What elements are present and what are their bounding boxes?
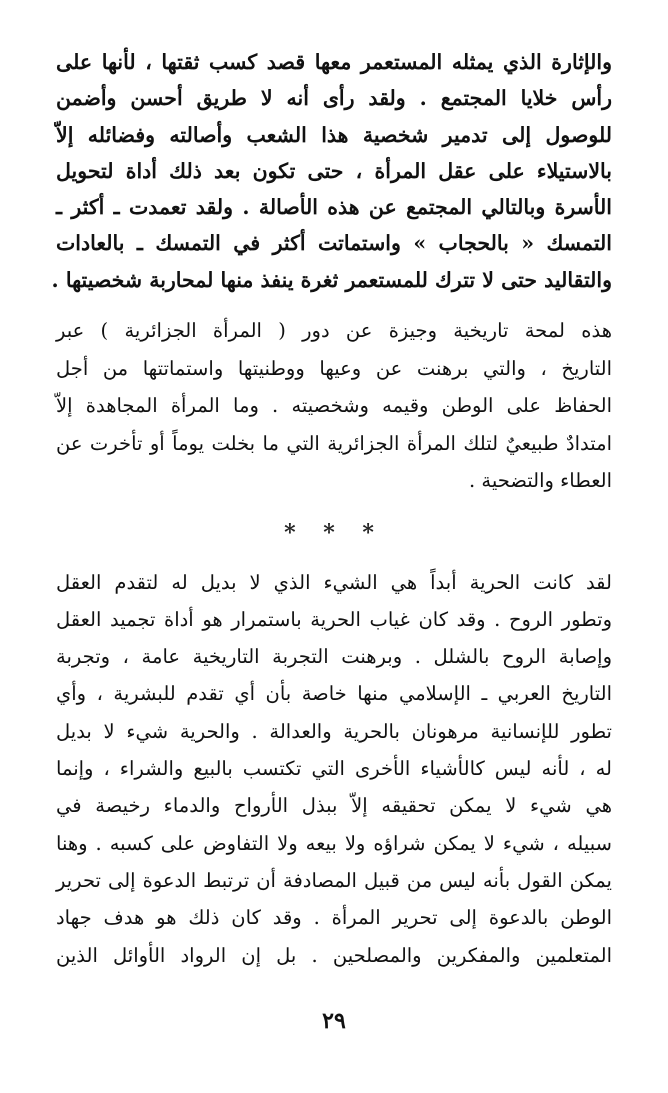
page-body (51, 44, 612, 974)
paragraph-bold (51, 44, 612, 298)
text-line: المتعلمين والمفكرين والمصلحين . بل إن الرواد الأوائل الذين (56, 943, 612, 967)
text-line: والتقاليد حتى لا تترك للمستعمر ثغرة ينفذ منها لمحاربة شخصيتها . (51, 267, 612, 292)
page-number: ٢٩ (322, 1008, 346, 1034)
text-line: بالاستيلاء على عقل المرأة ، حتى تكون بعد ذلك أداة لتحويل (56, 158, 612, 183)
text-line: الحفاظ على الوطن وقيمه وشخصيته . وما المرأة المجاهدة إلاّ (56, 394, 612, 418)
text-line: هي شيء لا يمكن تحقيقه إلاّ ببذل الأرواح والدماء رخيصة في (56, 794, 612, 818)
text-line: وإصابة الروح بالشلل . وبرهنت التجربة التاريخية عامة ، وتجربة (56, 645, 612, 669)
text-line: الأسرة وبالتالي المجتمع عن هذه الأصالة . ولقد تعمدت ـ أكثر ـ (56, 195, 612, 220)
text-line: والإثارة الذي يمثله المستعمر معها قصد كسب ثقتها ، لأنها على (56, 50, 612, 74)
text-line: رأس خلايا المجتمع . ولقد رأى أنه لا طريق أحسن وأضمن (56, 86, 612, 111)
text-line: لقد كانت الحرية أبداً هي الشيء الذي لا بديل له لتقدم العقل (56, 570, 612, 594)
text-line: تطور للإنسانية مرهونان بالحرية والعدالة . والحرية شيء لا بديل (56, 719, 612, 743)
section-separator: * * * (284, 519, 384, 546)
text-line: التاريخ ، والتي برهنت عن وعيها ووطنيتها واستماتتها من أجل (56, 356, 612, 380)
text-line: العطاء والتضحية . (469, 469, 612, 493)
text-line: سبيله ، شيء لا يمكن شراؤه ولا بيعه ولا التفاوض على كسبه . وهنا (56, 831, 612, 855)
text-line: امتدادٌ طبيعيٌ لتلك المرأة الجزائرية التي ما بخلت يوماً أو تأخرت عن (56, 431, 612, 455)
text-line: التمسك « بالحجاب » واستماتت أكثر في التمسك ـ بالعادات (56, 231, 612, 256)
paragraph-history (56, 312, 612, 500)
text-line: له ، لأنه ليس كالأشياء الأخرى التي تكتسب بالبيع والشراء ، وإنما (56, 757, 612, 781)
text-line: التاريخ العربي ـ الإسلامي منها خاصة بأن أي تقدم للبشرية ، وأي (56, 682, 612, 706)
text-line: الوطن بالدعوة إلى تحرير المرأة . وقد كان ذلك هو هدف جهاد (56, 906, 612, 930)
text-line: للوصول إلى تدمير شخصية هذا الشعب وأصالته وفضائله إلاّ (56, 122, 612, 147)
text-line: يمكن القول بأنه ليس من قبيل المصادفة أن ترتبط الدعوة إلى تحرير (56, 868, 612, 892)
paragraph-freedom (56, 564, 612, 974)
text-line: هذه لمحة تاريخية وجيزة عن دور ( المرأة الجزائرية ) عبر (56, 319, 612, 343)
text-line: وتطور الروح . وقد كان غياب الحرية باستمرار هو أداة تجميد العقل (56, 607, 612, 631)
